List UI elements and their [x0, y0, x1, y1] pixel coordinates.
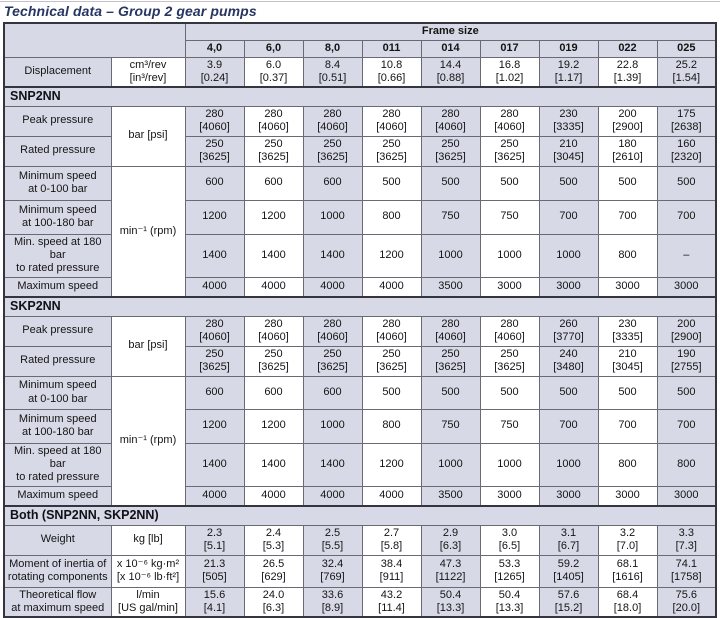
- value-cell: 250 [3625]: [303, 346, 362, 376]
- value-cell: 3000: [480, 277, 539, 297]
- value-cell: 500: [480, 376, 539, 409]
- value-cell: 3000: [598, 277, 657, 297]
- value-cell: 500: [598, 166, 657, 200]
- value-cell: 1200: [362, 234, 421, 277]
- value-cell: 47.3 [1122]: [421, 555, 480, 587]
- frame-size-column-022: 022: [598, 40, 657, 57]
- value-cell: 3.9 [0.24]: [185, 57, 244, 87]
- value-cell: 280 [4060]: [303, 316, 362, 346]
- value-cell: 250 [3625]: [244, 346, 303, 376]
- value-cell: 250 [3625]: [421, 346, 480, 376]
- value-cell: 4000: [185, 486, 244, 506]
- value-cell: 250 [3625]: [480, 136, 539, 166]
- value-cell: 700: [598, 200, 657, 234]
- value-cell: 1200: [244, 200, 303, 234]
- value-cell: 4000: [362, 486, 421, 506]
- value-cell: 250 [3625]: [185, 346, 244, 376]
- frame-size-column-025: 025: [657, 40, 716, 57]
- value-cell: 750: [480, 200, 539, 234]
- corner-cell: [4, 23, 185, 57]
- value-cell: 600: [303, 166, 362, 200]
- value-cell: 250 [3625]: [303, 136, 362, 166]
- value-cell: 1200: [185, 409, 244, 443]
- value-cell: 250 [3625]: [362, 346, 421, 376]
- frame-size-column-011: 011: [362, 40, 421, 57]
- value-cell: 57.6 [15.2]: [539, 587, 598, 617]
- value-cell: 16.8 [1.02]: [480, 57, 539, 87]
- value-cell: 750: [421, 409, 480, 443]
- value-cell: 750: [421, 200, 480, 234]
- value-cell: 250 [3625]: [480, 346, 539, 376]
- value-cell: 280 [4060]: [362, 106, 421, 136]
- value-cell: 1200: [185, 200, 244, 234]
- row-label: Minimum speed at 0-100 bar: [4, 166, 111, 200]
- page-title: Technical data – Group 2 gear pumps: [4, 3, 257, 19]
- value-cell: 4000: [303, 277, 362, 297]
- value-cell: 4000: [244, 277, 303, 297]
- value-cell: 26.5 [629]: [244, 555, 303, 587]
- value-cell: 500: [657, 166, 716, 200]
- value-cell: 24.0 [6.3]: [244, 587, 303, 617]
- value-cell: 175 [2638]: [657, 106, 716, 136]
- value-cell: 280 [4060]: [480, 106, 539, 136]
- value-cell: 3.1 [6.7]: [539, 525, 598, 555]
- value-cell: 1000: [539, 443, 598, 486]
- value-cell: 230 [3335]: [539, 106, 598, 136]
- value-cell: 3.2 [7.0]: [598, 525, 657, 555]
- value-cell: 500: [362, 376, 421, 409]
- value-cell: 38.4 [911]: [362, 555, 421, 587]
- value-cell: 280 [4060]: [303, 106, 362, 136]
- row-label: Peak pressure: [4, 106, 111, 136]
- value-cell: 4000: [185, 277, 244, 297]
- page-top-rule: [0, 1, 720, 2]
- value-cell: 3000: [657, 277, 716, 297]
- frame-size-column-8,0: 8,0: [303, 40, 362, 57]
- value-cell: 3500: [421, 486, 480, 506]
- value-cell: 200 [2900]: [598, 106, 657, 136]
- value-cell: 800: [657, 443, 716, 486]
- unit-cell: min⁻¹ (rpm): [111, 376, 185, 506]
- unit-cell: x 10⁻⁶ kg·m² [x 10⁻⁶ lb·ft²]: [111, 555, 185, 587]
- value-cell: 19.2 [1.17]: [539, 57, 598, 87]
- section-header: SKP2NN: [4, 297, 716, 316]
- value-cell: 600: [244, 376, 303, 409]
- value-cell: 800: [598, 443, 657, 486]
- value-cell: 1400: [244, 234, 303, 277]
- table-body: [4, 57, 716, 617]
- value-cell: 600: [244, 166, 303, 200]
- value-cell: 1000: [480, 443, 539, 486]
- value-cell: 22.8 [1.39]: [598, 57, 657, 87]
- value-cell: 2.3 [5.1]: [185, 525, 244, 555]
- value-cell: 33.6 [8.9]: [303, 587, 362, 617]
- value-cell: 190 [2755]: [657, 346, 716, 376]
- value-cell: 1200: [244, 409, 303, 443]
- value-cell: 1400: [185, 443, 244, 486]
- value-cell: 1200: [362, 443, 421, 486]
- frame-size-column-014: 014: [421, 40, 480, 57]
- value-cell: 280 [4060]: [421, 106, 480, 136]
- section-header: Both (SNP2NN, SKP2NN): [4, 506, 716, 525]
- value-cell: 230 [3335]: [598, 316, 657, 346]
- frame-size-column-6,0: 6,0: [244, 40, 303, 57]
- value-cell: 6.0 [0.37]: [244, 57, 303, 87]
- value-cell: 2.9 [6.3]: [421, 525, 480, 555]
- value-cell: 240 [3480]: [539, 346, 598, 376]
- value-cell: 250 [3625]: [244, 136, 303, 166]
- value-cell: 1000: [303, 409, 362, 443]
- value-cell: 74.1 [1758]: [657, 555, 716, 587]
- row-label: Moment of inertia of rotating components: [4, 555, 111, 587]
- value-cell: 8.4 [0.51]: [303, 57, 362, 87]
- frame-size-header: Frame size: [185, 23, 716, 40]
- unit-cell: l/min [US gal/min]: [111, 587, 185, 617]
- value-cell: 700: [657, 200, 716, 234]
- value-cell: 3.0 [6.5]: [480, 525, 539, 555]
- value-cell: 1400: [303, 443, 362, 486]
- value-cell: 1000: [539, 234, 598, 277]
- value-cell: 800: [362, 200, 421, 234]
- value-cell: 4000: [362, 277, 421, 297]
- unit-cell: bar [psi]: [111, 106, 185, 166]
- value-cell: 14.4 [0.88]: [421, 57, 480, 87]
- value-cell: 59.2 [1405]: [539, 555, 598, 587]
- value-cell: 4000: [244, 486, 303, 506]
- unit-cell: kg [lb]: [111, 525, 185, 555]
- row-label: Maximum speed: [4, 486, 111, 506]
- value-cell: 1000: [303, 200, 362, 234]
- value-cell: 800: [362, 409, 421, 443]
- value-cell: 43.2 [11.4]: [362, 587, 421, 617]
- value-cell: –: [657, 234, 716, 277]
- value-cell: 4000: [303, 486, 362, 506]
- row-label: Minimum speed at 100-180 bar: [4, 409, 111, 443]
- value-cell: 21.3 [505]: [185, 555, 244, 587]
- row-label: Minimum speed at 0-100 bar: [4, 376, 111, 409]
- value-cell: 200 [2900]: [657, 316, 716, 346]
- value-cell: 2.7 [5.8]: [362, 525, 421, 555]
- value-cell: 800: [598, 234, 657, 277]
- value-cell: 50.4 [13.3]: [421, 587, 480, 617]
- value-cell: 1400: [244, 443, 303, 486]
- row-label: Weight: [4, 525, 111, 555]
- value-cell: 500: [657, 376, 716, 409]
- unit-cell: cm³/rev [in³/rev]: [111, 57, 185, 87]
- section-header: SNP2NN: [4, 87, 716, 106]
- row-label: Peak pressure: [4, 316, 111, 346]
- unit-cell: min⁻¹ (rpm): [111, 166, 185, 297]
- value-cell: 700: [657, 409, 716, 443]
- value-cell: 1400: [303, 234, 362, 277]
- value-cell: 500: [539, 376, 598, 409]
- value-cell: 25.2 [1.54]: [657, 57, 716, 87]
- unit-cell: bar [psi]: [111, 316, 185, 376]
- value-cell: 1400: [185, 234, 244, 277]
- value-cell: 600: [303, 376, 362, 409]
- value-cell: 68.4 [18.0]: [598, 587, 657, 617]
- table-header: [4, 23, 716, 57]
- frame-size-column-4,0: 4,0: [185, 40, 244, 57]
- row-label: Maximum speed: [4, 277, 111, 297]
- frame-size-column-017: 017: [480, 40, 539, 57]
- value-cell: 53.3 [1265]: [480, 555, 539, 587]
- value-cell: 500: [598, 376, 657, 409]
- value-cell: 32.4 [769]: [303, 555, 362, 587]
- value-cell: 280 [4060]: [421, 316, 480, 346]
- value-cell: 15.6 [4.1]: [185, 587, 244, 617]
- row-label: Theoretical flow at maximum speed: [4, 587, 111, 617]
- row-label: Displacement: [4, 57, 111, 87]
- value-cell: 3000: [539, 277, 598, 297]
- value-cell: 75.6 [20.0]: [657, 587, 716, 617]
- value-cell: 250 [3625]: [362, 136, 421, 166]
- value-cell: 1000: [480, 234, 539, 277]
- value-cell: 700: [539, 200, 598, 234]
- value-cell: 750: [480, 409, 539, 443]
- frame-size-column-019: 019: [539, 40, 598, 57]
- row-label: Rated pressure: [4, 346, 111, 376]
- value-cell: 500: [421, 376, 480, 409]
- row-label: Rated pressure: [4, 136, 111, 166]
- value-cell: 280 [4060]: [244, 106, 303, 136]
- value-cell: 160 [2320]: [657, 136, 716, 166]
- value-cell: 3500: [421, 277, 480, 297]
- value-cell: 600: [185, 166, 244, 200]
- value-cell: 210 [3045]: [539, 136, 598, 166]
- value-cell: 280 [4060]: [480, 316, 539, 346]
- value-cell: 1000: [421, 234, 480, 277]
- row-label: Min. speed at 180 bar to rated pressure: [4, 443, 111, 486]
- value-cell: 1000: [421, 443, 480, 486]
- value-cell: 3000: [598, 486, 657, 506]
- value-cell: 10.8 [0.66]: [362, 57, 421, 87]
- value-cell: 500: [539, 166, 598, 200]
- value-cell: 260 [3770]: [539, 316, 598, 346]
- value-cell: 2.5 [5.5]: [303, 525, 362, 555]
- value-cell: 250 [3625]: [421, 136, 480, 166]
- value-cell: 600: [185, 376, 244, 409]
- value-cell: 50.4 [13.3]: [480, 587, 539, 617]
- value-cell: 210 [3045]: [598, 346, 657, 376]
- value-cell: 280 [4060]: [185, 106, 244, 136]
- value-cell: 3000: [539, 486, 598, 506]
- row-label: Minimum speed at 100-180 bar: [4, 200, 111, 234]
- technical-data-table: [3, 22, 717, 618]
- value-cell: 500: [480, 166, 539, 200]
- value-cell: 2.4 [5.3]: [244, 525, 303, 555]
- value-cell: 250 [3625]: [185, 136, 244, 166]
- value-cell: 280 [4060]: [244, 316, 303, 346]
- value-cell: 280 [4060]: [185, 316, 244, 346]
- value-cell: 700: [598, 409, 657, 443]
- value-cell: 3.3 [7.3]: [657, 525, 716, 555]
- value-cell: 280 [4060]: [362, 316, 421, 346]
- value-cell: 3000: [480, 486, 539, 506]
- row-label: Min. speed at 180 bar to rated pressure: [4, 234, 111, 277]
- value-cell: 180 [2610]: [598, 136, 657, 166]
- value-cell: 500: [421, 166, 480, 200]
- value-cell: 700: [539, 409, 598, 443]
- value-cell: 500: [362, 166, 421, 200]
- value-cell: 68.1 [1616]: [598, 555, 657, 587]
- value-cell: 3000: [657, 486, 716, 506]
